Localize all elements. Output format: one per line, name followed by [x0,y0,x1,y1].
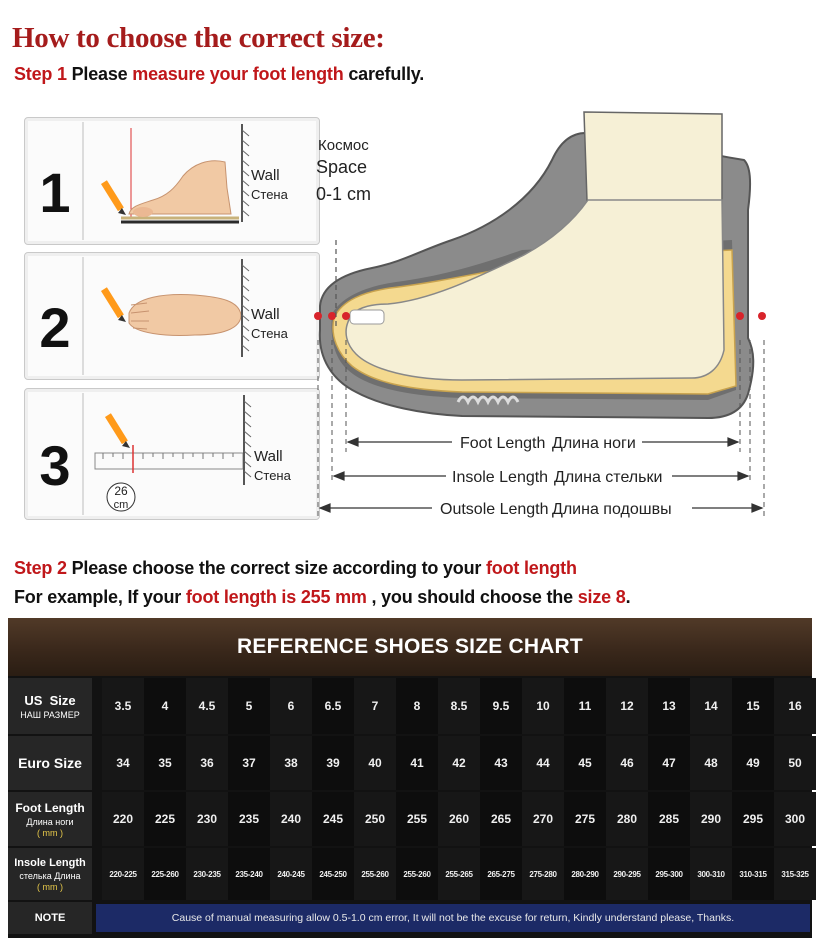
chart-cell: 280 [606,792,648,846]
chart-title: REFERENCE SHOES SIZE CHART [237,635,583,658]
chart-cell: 50 [774,736,816,790]
panel-step-3 [24,388,320,520]
chart-cell: 285 [648,792,690,846]
chart-cell: 280-290 [564,848,606,900]
chart-row-label [8,678,92,734]
note-label: NOTE [8,902,92,934]
chart-row [8,792,812,846]
chart-cell: 300 [774,792,816,846]
size-chart [8,618,812,938]
panel-step-2 [24,252,320,380]
step2-line [14,558,577,579]
space-range: 0-1 cm [316,184,372,204]
insole-length-label: Insole Length [452,469,549,486]
chart-cell: 230-235 [186,848,228,900]
chart-cell: 37 [228,736,270,790]
panel-3-measure-value: 26 [114,484,128,498]
example-text-c: . [625,587,631,607]
chart-cell: 245 [312,792,354,846]
chart-row-label [8,792,92,846]
panel-2-illustration [25,253,319,379]
step2-text-a: Please choose the correct size according to your [66,558,486,578]
chart-cell: 38 [270,736,312,790]
chart-cell: 295-300 [648,848,690,900]
chart-cell: 6 [270,678,312,734]
chart-cell: 290 [690,792,732,846]
example-text-a: For example, If your [14,587,186,607]
chart-cell: 240 [270,792,312,846]
example-line [14,587,630,608]
chart-row [8,678,812,734]
chart-cell: 15 [732,678,774,734]
panel-1-number: 1 [39,161,71,224]
chart-cell: 42 [438,736,480,790]
chart-cell: 47 [648,736,690,790]
chart-cell: 295 [732,792,774,846]
panel-3-illustration [25,389,319,519]
chart-cell: 36 [186,736,228,790]
panel-step-1 [24,117,320,245]
chart-cell: 230 [186,792,228,846]
panel-2-wall-ru: Стена [251,326,288,341]
chart-cell: 5 [228,678,270,734]
panel-3-number: 3 [39,434,71,497]
chart-row-label-unit: ( mm ) [37,827,63,838]
chart-cell: 39 [312,736,354,790]
chart-cell: 9.5 [480,678,522,734]
chart-cell: 255-265 [438,848,480,900]
example-red-2: size 8 [577,587,626,607]
panel-3-wall-en: Wall [254,448,283,465]
note-text: Cause of manual measuring allow 0.5-1.0 cm error, It will not be the excuse for return, Kindly understand please, Thanks. [96,904,810,932]
chart-cell: 40 [354,736,396,790]
chart-cell: 14 [690,678,732,734]
chart-cell: 3.5 [102,678,144,734]
chart-cell: 310-315 [732,848,774,900]
chart-cell: 265-275 [480,848,522,900]
panel-2-wall-en: Wall [251,306,280,323]
chart-cell: 46 [606,736,648,790]
chart-cell: 11 [564,678,606,734]
chart-cell: 16 [774,678,816,734]
chart-cell: 240-245 [270,848,312,900]
foot-length-label: Foot Length [460,435,546,452]
chart-cell: 7 [354,678,396,734]
chart-cell: 260 [438,792,480,846]
chart-cell: 275-280 [522,848,564,900]
chart-cell: 6.5 [312,678,354,734]
panel-3-wall-ru: Стена [254,468,291,483]
panel-1-illustration [25,118,319,244]
chart-cell: 12 [606,678,648,734]
chart-cell: 225-260 [144,848,186,900]
chart-cell: 220 [102,792,144,846]
chart-cell: 13 [648,678,690,734]
outsole-length-label: Outsole Length [440,501,549,518]
panel-1-wall-en: Wall [251,167,280,184]
chart-cell: 255-260 [354,848,396,900]
chart-cell: 49 [732,736,774,790]
chart-cell: 10 [522,678,564,734]
example-text-b: , you should choose the [366,587,578,607]
shoe-measurement-diagram [312,100,782,524]
panel-2-number: 2 [39,296,71,359]
chart-row [8,736,812,790]
chart-row-label-main: Insole Length [14,856,86,869]
step1-line [14,64,424,85]
chart-cell: 8 [396,678,438,734]
chart-cell: 8.5 [438,678,480,734]
step2-prefix: Step 2 [14,558,67,578]
step1-prefix: Step 1 [14,64,67,84]
chart-cell: 235-240 [228,848,270,900]
space-label-ru: Космос [318,137,369,154]
chart-cell: 315-325 [774,848,816,900]
chart-row-label-ru: Длина ноги [26,816,74,827]
chart-cell: 4 [144,678,186,734]
chart-row-label-main: Foot Length [15,800,85,815]
chart-cell: 44 [522,736,564,790]
step1-text-b: carefully. [343,64,425,84]
step2-red-text: foot length [485,558,577,578]
panel-1-wall-ru: Стена [251,187,288,202]
chart-cell: 270 [522,792,564,846]
chart-cell: 265 [480,792,522,846]
chart-cell: 255 [396,792,438,846]
chart-cell: 275 [564,792,606,846]
chart-cell: 220-225 [102,848,144,900]
chart-row [8,848,812,900]
step1-text-a: Please [66,64,133,84]
chart-cell: 35 [144,736,186,790]
chart-cell: 48 [690,736,732,790]
chart-cell: 34 [102,736,144,790]
chart-row-label [8,736,92,790]
space-label-en: Space [316,157,368,177]
chart-row-label-main: Euro Size [18,755,82,771]
panel-3-measure-unit: cm [113,499,129,511]
chart-row-label-ru: НАШ РАЗМЕР [20,709,80,720]
insole-length-label-ru: Длина стельки [554,469,663,486]
page-title: How to choose the correct size: [12,22,385,54]
example-red-1: foot length is 255 mm [185,587,367,607]
chart-row-label [8,848,92,900]
chart-cell: 43 [480,736,522,790]
chart-row-label-main: US Size [24,692,76,708]
chart-cell: 250 [354,792,396,846]
chart-cell: 4.5 [186,678,228,734]
chart-row-label-ru: стелька Длина [19,870,81,881]
chart-cell: 235 [228,792,270,846]
chart-cell: 245-250 [312,848,354,900]
chart-cell: 41 [396,736,438,790]
foot-length-label-ru: Длина ноги [552,435,636,452]
chart-cell: 255-260 [396,848,438,900]
chart-cell: 45 [564,736,606,790]
outsole-length-label-ru: Длина подошвы [552,501,672,518]
step1-red-text: measure your foot length [132,64,344,84]
chart-cell: 290-295 [606,848,648,900]
chart-row-label-unit: ( mm ) [37,881,63,892]
chart-cell: 300-310 [690,848,732,900]
note-row [8,902,812,934]
chart-cell: 225 [144,792,186,846]
